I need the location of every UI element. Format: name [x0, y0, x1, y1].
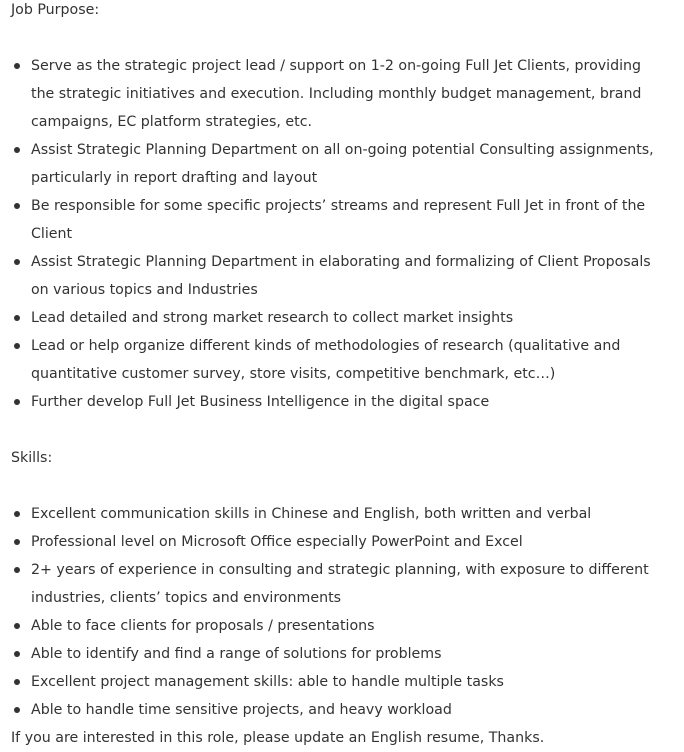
- list-item: Assist Strategic Planning Department on all on-going potential Consulting assignments, particularly in report drafting and layout: [11, 136, 662, 192]
- list-item: Assist Strategic Planning Department in elaborating and formalizing of Client Proposals on various topics and Industries: [11, 248, 662, 304]
- list-item: Lead detailed and strong market research to collect market insights: [11, 304, 662, 332]
- skills-list: [11, 500, 673, 724]
- list-item: 2+ years of experience in consulting and strategic planning, with exposure to different industries, clients’ topics and environments: [11, 556, 662, 612]
- list-item: Further develop Full Jet Business Intelligence in the digital space: [11, 388, 662, 416]
- list-item: Lead or help organize different kinds of methodologies of research (qualitative and quantitative customer survey, store visits, competitive benchmark, etc…): [11, 332, 662, 388]
- list-item: Be responsible for some specific projects’ streams and represent Full Jet in front of the Client: [11, 192, 662, 248]
- list-item: Professional level on Microsoft Office especially PowerPoint and Excel: [11, 528, 662, 556]
- spacer: [11, 416, 673, 444]
- closing-note: If you are interested in this role, please update an English resume, Thanks.: [11, 730, 545, 746]
- spacer: [11, 472, 673, 500]
- list-item: Able to face clients for proposals / presentations: [11, 612, 662, 640]
- spacer: [11, 24, 673, 52]
- list-item: Excellent communication skills in Chinese and English, both written and verbal: [11, 500, 662, 528]
- job-purpose-heading: Job Purpose:: [11, 2, 100, 18]
- list-item: Able to identify and find a range of solutions for problems: [11, 640, 662, 668]
- job-purpose-list: [11, 52, 673, 416]
- skills-heading: Skills:: [11, 450, 53, 466]
- list-item: Excellent project management skills: able to handle multiple tasks: [11, 668, 662, 696]
- list-item: Serve as the strategic project lead / support on 1-2 on-going Full Jet Clients, providing the strategic initiatives and execution. Including monthly budget management, brand campaigns, EC platform strategies, etc.: [11, 52, 662, 136]
- list-item: Able to handle time sensitive projects, and heavy workload: [11, 696, 662, 724]
